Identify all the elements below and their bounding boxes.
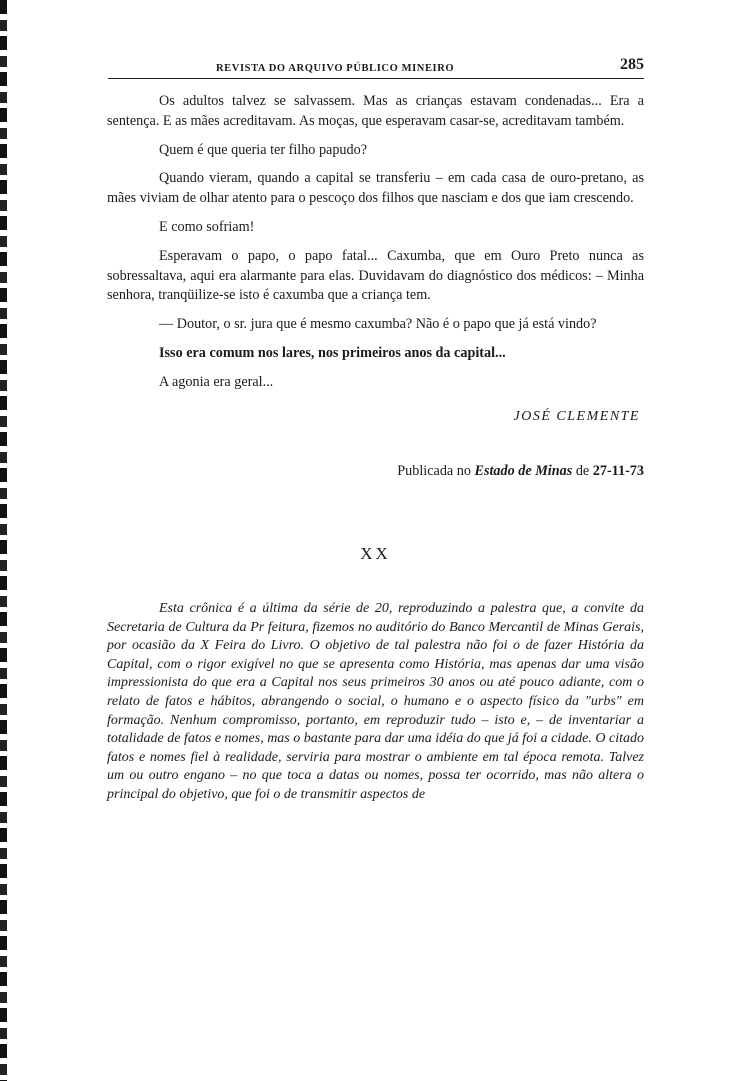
paragraph-suffering: E como sofriam! xyxy=(159,218,255,235)
paragraph-question: Quem é que queria ter filho papudo? xyxy=(159,141,368,158)
publication-middle: de xyxy=(575,463,590,480)
page-number: 285 xyxy=(620,56,644,73)
author-signature: JOSÉ CLEMENTE xyxy=(513,408,640,424)
header-rule xyxy=(108,78,644,79)
page-binding-edge xyxy=(0,0,7,1081)
publication-prefix: Publicada no xyxy=(397,463,471,480)
paragraph-caxumba: Esperavam o papo, o papo fatal... Caxumba, que em Ouro Preto nunca as sobressaltava, aqui era alarmante para elas. Duvidavam do diagnóstico dos médicos: – Minha senhora, tranqüilize-se isto é caxumba que a criança tem. xyxy=(107,247,644,304)
paragraph-common: Isso era comum nos lares, nos primeiros anos da capital... xyxy=(159,344,506,361)
section-intro: Esta crônica é a última da série de 20, reproduzindo a palestra que, a convite da Secretaria de Cultura da Pr feitura, fizemos no auditório do Banco Mercantil de Minas Gerais, por ocasião da X Feira do Livro. O objetivo de tal palestra não foi o de fazer História da Capital, com o rigor exigível no que se apresenta como História, mas apenas dar uma visão impressionista do que era a Capital nos seus primeiros 30 anos ou até pouco adiante, com o relato de fatos e hábitos, abrangendo o social, o humano e o aspecto físico da "urbs" em formação. Nenhum compromisso, portanto, em reproduzir tudo – isto e, – de inventariar a totalidade de fatos e nomes, mas o bastante para dar uma idéia do que já foi a cidade. O citado fatos e nomes fiel à realidade, serviria para mostrar o ambiente em tal época remota. Talvez um ou outro engano – no que toca a datas ou nomes, possa ter ocorrido, mas não altera o principal do objetivo, que foi o de transmitir aspectos de xyxy=(107,600,645,802)
page-header xyxy=(108,56,644,80)
section-number: XX xyxy=(360,544,391,564)
running-title: REVISTA DO ARQUIVO PÚBLICO MINEIRO xyxy=(216,63,455,74)
publication-note xyxy=(107,462,644,482)
page-content xyxy=(107,92,644,804)
paragraph-transfer: Quando vieram, quando a capital se transferiu – em cada casa de ouro-pretano, as mães viviam de olhar atento para o pescoço dos filhos que nasciam e dos que iam crescendo. xyxy=(107,170,644,207)
publication-date: 27-11-73 xyxy=(592,463,644,480)
paragraph-agony: A agonia era geral... xyxy=(159,373,274,390)
paragraph-adults: Os adultos talvez se salvassem. Mas as crianças estavam condenadas... Era a sentença. E as mães acreditavam. As moças, que esperavam casar-se, acreditavam também. xyxy=(107,93,644,129)
newspaper-name: Estado de Minas xyxy=(474,463,573,480)
paragraph-doctor-dialogue: — Doutor, o sr. jura que é mesmo caxumba? Não é o papo que já está vindo? xyxy=(159,316,597,333)
